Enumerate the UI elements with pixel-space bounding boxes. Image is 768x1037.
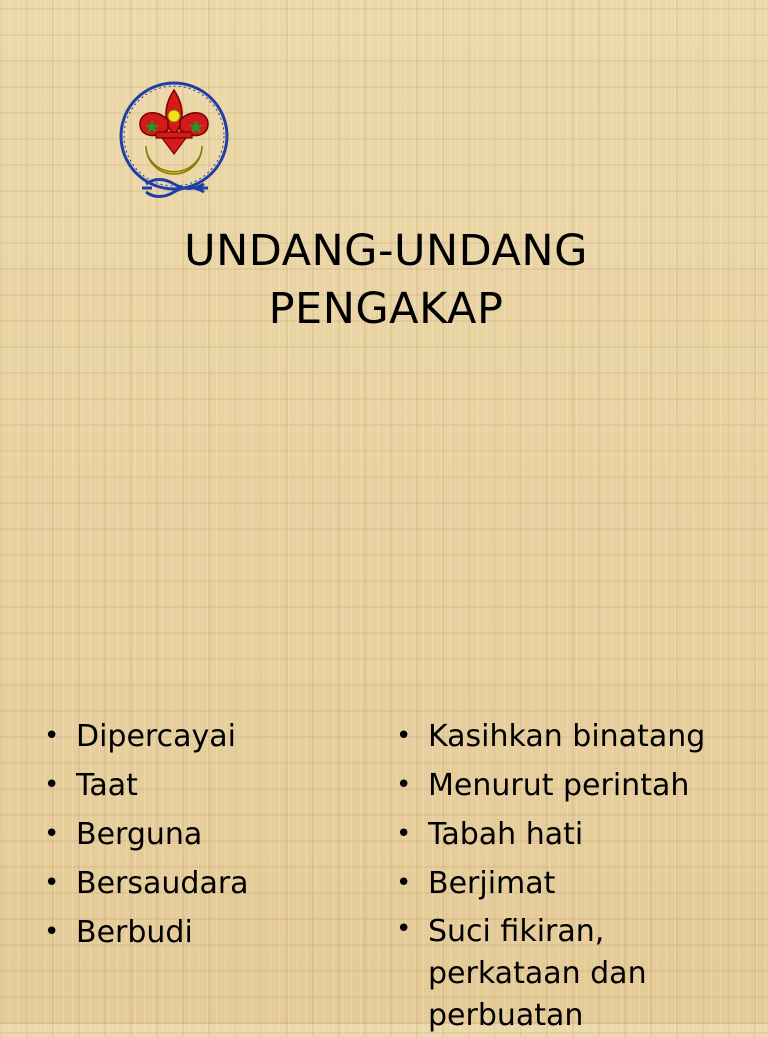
list-item: • Menurut perintah (396, 761, 756, 810)
title-line-1: UNDANG-UNDANG (184, 226, 588, 276)
list-item: • Dipercayai (44, 712, 364, 761)
bullet-icon: • (396, 721, 412, 751)
bullet-icon: • (396, 868, 412, 898)
scout-emblem-icon (116, 80, 234, 208)
list-item: • Kasihkan binatang (396, 712, 756, 761)
list-item: • Suci fikiran, perkataan dan perbuatan (396, 908, 756, 1037)
law-list-right (396, 712, 756, 1037)
bullet-icon: • (44, 721, 60, 751)
bullet-icon: • (44, 917, 60, 947)
bullet-icon: • (396, 819, 412, 849)
bullet-icon: • (44, 868, 60, 898)
bullet-icon: • (396, 914, 412, 944)
page-title (0, 222, 768, 338)
list-item: • Berjimat (396, 859, 756, 908)
law-list-left (44, 712, 364, 957)
list-item: • Tabah hati (396, 810, 756, 859)
list-item: • Berbudi (44, 908, 364, 957)
list-item: • Taat (44, 761, 364, 810)
bullet-icon: • (44, 819, 60, 849)
title-line-2: PENGAKAP (268, 284, 504, 334)
bullet-icon: • (44, 770, 60, 800)
list-item: • Berguna (44, 810, 364, 859)
list-item: • Bersaudara (44, 859, 364, 908)
bullet-icon: • (396, 770, 412, 800)
